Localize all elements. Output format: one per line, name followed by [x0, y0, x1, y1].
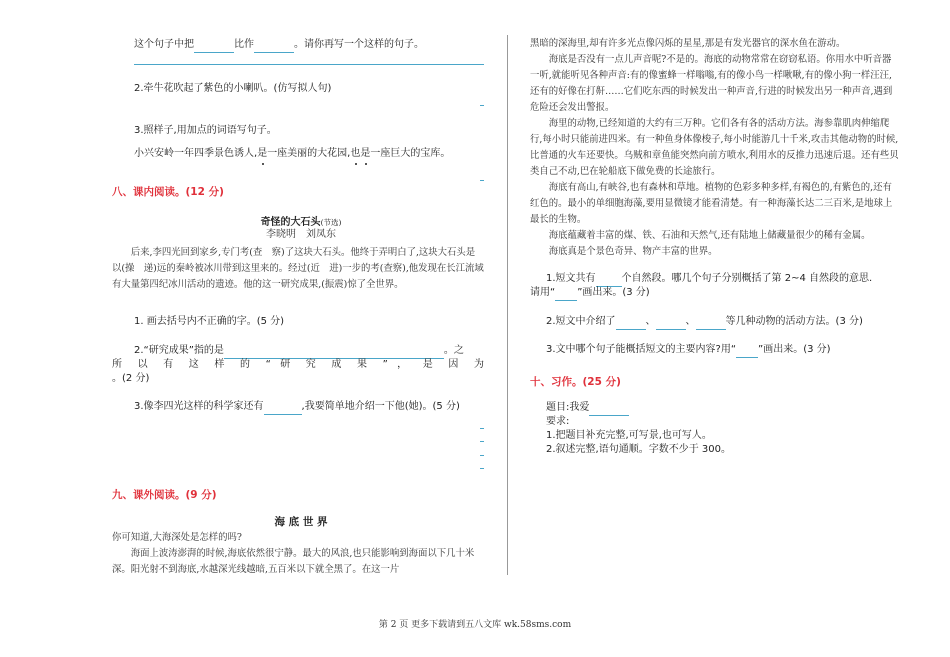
q-text: 2.“研究成果”指的是 — [134, 345, 224, 356]
answer-blank[interactable] — [194, 38, 234, 53]
question-9-1-line2 — [530, 286, 650, 301]
q-text: ”画出来。(3 分) — [758, 344, 831, 355]
example-text: 小兴安岭一年四季景色诱人, — [134, 148, 258, 159]
essay-requirement-1: 1.把题目补充完整,可写景,也可写人。 — [546, 430, 712, 441]
article-paragraph: 海面上波涛澎湃的时候,海底依然很宁静。最大的风浪,也只能影响到海面以下几十米深。阳光射不到海底,水越深光线越暗,五百米以下就全黑了。在这一片 — [112, 548, 475, 575]
question-8-2-line3: 。(2 分) — [112, 373, 150, 384]
answer-line-end — [480, 455, 484, 456]
question-9-2 — [546, 315, 863, 330]
answer-line-end — [480, 428, 484, 429]
essay-requirement-2: 2.叙述完整,语句通顺。字数不少于 300。 — [546, 444, 731, 455]
example-text: 一座美丽的大花园, — [267, 148, 351, 159]
emphasis-word: 是 — [360, 148, 371, 159]
article-paragraph: 海里的动物,已经知道的大约有三万种。它们各有各的活动方法。海参靠肌肉伸缩爬行,每小时只能前进四米。有一种鱼身体像梭子,每小时能游几十千米,攻击其他动物的时候,比普通的火车还要快。乌贼和章鱼能突然向前方喷水,利用水的反推力迅速后退。还有些贝类自己不动,巴在轮船底下做免费的长途旅行。 — [530, 118, 899, 177]
title-note: (节选) — [320, 218, 342, 227]
underline-mark — [555, 286, 577, 301]
article-title — [112, 213, 490, 228]
question-9-1-line1 — [546, 272, 872, 287]
article-paragraph: 海底是否没有一点儿声音呢?不是的。海底的动物常常在窃窃私语。你用水中听音器一听,就能听见各种声音:有的像蜜蜂一样嗡嗡,有的像小鸟一样啾啾,有的像小狗一样汪汪,还有的好像在打鼾……它们吃东西的时候发出一种声音,行进的时候发出另一种声音,遇到危险还会发出警报。 — [530, 54, 893, 113]
q-text: ”画出来。(3 分) — [577, 287, 650, 298]
question-8-3 — [134, 400, 460, 415]
section-9-heading: 九、课外阅读。(9 分) — [112, 489, 217, 501]
article-paragraph: 海底真是个景色奇异、物产丰富的世界。 — [548, 246, 718, 257]
column-divider — [507, 35, 508, 575]
q-text: 。之 — [443, 345, 464, 356]
emphasis-word: 也 — [350, 148, 361, 159]
q-text: 比作 — [234, 39, 254, 50]
separator: 、 — [685, 316, 696, 327]
article-paragraph: 黑暗的深海里,却有许多光点像闪烁的星星,那是有发光器官的深水鱼在游动。 — [530, 38, 846, 49]
article-paragraph: 海底有高山,有峡谷,也有森林和草地。植物的色彩多种多样,有褐色的,有紫色的,还有红色的。最小的单细胞海藻,要用显微镜才能看清楚。有一种海藻长达二三百米,是地球上最长的生物。 — [530, 182, 893, 225]
question-3-example — [134, 147, 450, 161]
q-text: 个自然段。哪几个句子分别概括了第 2~4 自然段的意思. — [621, 273, 873, 284]
question-8-1: 1. 画去括号内不正确的字。(5 分) — [134, 316, 285, 327]
page-footer: 第 2 页 更多下载请到五八文库 wk.58sms.com — [378, 620, 572, 630]
answer-blank[interactable] — [224, 344, 444, 359]
essay-topic — [546, 401, 629, 416]
question-9-3 — [546, 343, 831, 358]
answer-line-end — [480, 105, 484, 106]
question-2: 2.牵牛花吹起了紫色的小喇叭。(仿写拟人句) — [134, 83, 332, 94]
underline-mark — [736, 343, 758, 358]
section-8-heading: 八、课内阅读。(12 分) — [112, 186, 224, 198]
q-text: 。请你再写一个这样的句子。 — [294, 39, 424, 50]
separator: 、 — [645, 316, 656, 327]
emphasis-word: 是 — [257, 148, 268, 159]
q-text: 3.文中哪个句子能概括短文的主要内容?用“ — [546, 344, 737, 355]
article-paragraph: 后来,李四光回到家乡,专门考(查 察)了这块大石头。他终于弄明白了,这块大石头是以(操 递)远的秦岭被冰川带到这里来的。经过(近 进)一步的考(查察),他发现在长江流域有大量第四纪冰川活动的遗迹。他的这一研究成果,(振震)惊了全世界。 — [112, 247, 484, 290]
article-paragraph: 海底蕴藏着丰富的煤、铁、石油和天然气,还有陆地上储藏量很少的稀有金属。 — [548, 230, 871, 241]
answer-line-end — [480, 441, 484, 442]
q-text: 2.短文中介绍了 — [546, 316, 616, 327]
q-text: 3.像李四光这样的科学家还有 — [134, 401, 264, 412]
article-paragraph: 你可知道,大海深处是怎样的吗? — [112, 532, 242, 543]
answer-blank[interactable] — [596, 272, 622, 287]
topic-blank[interactable] — [589, 401, 629, 416]
section-10-heading: 十、习作。(25 分) — [530, 376, 621, 388]
q-text: ,我要简单地介绍一下他(她)。(5 分) — [301, 401, 460, 412]
answer-line-end — [480, 468, 484, 469]
q-text: 1.短文共有 — [546, 273, 596, 284]
answer-blank[interactable] — [616, 315, 646, 330]
q-text: 等几种动物的活动方法。(3 分) — [725, 316, 863, 327]
question-metaphor — [134, 38, 424, 53]
q-text: 请用“ — [530, 287, 556, 298]
essay-requirements-label: 要求: — [546, 416, 570, 427]
answer-blank[interactable] — [264, 400, 302, 415]
q-text: 这个句子中把 — [134, 39, 194, 50]
topic-label: 题目:我爱 — [546, 402, 590, 413]
question-3: 3.照样子,用加点的词语写句子。 — [134, 125, 277, 136]
title-text: 奇怪的大石头 — [260, 217, 321, 228]
article-title: 海 底 世 界 — [274, 516, 328, 528]
answer-blank[interactable] — [696, 315, 726, 330]
answer-line[interactable] — [134, 64, 484, 65]
example-text: 一座巨大的宝库。 — [370, 148, 451, 159]
question-8-2-line2: 所 以 有 这 样 的 “ 研 究 成 果 ” ， 是 因 为 — [112, 359, 484, 370]
answer-blank[interactable] — [656, 315, 686, 330]
answer-line-end — [480, 180, 484, 181]
article-authors: 李晓明 刘凤东 — [266, 229, 336, 240]
question-8-2-line1 — [134, 344, 464, 359]
answer-blank[interactable] — [254, 38, 294, 53]
